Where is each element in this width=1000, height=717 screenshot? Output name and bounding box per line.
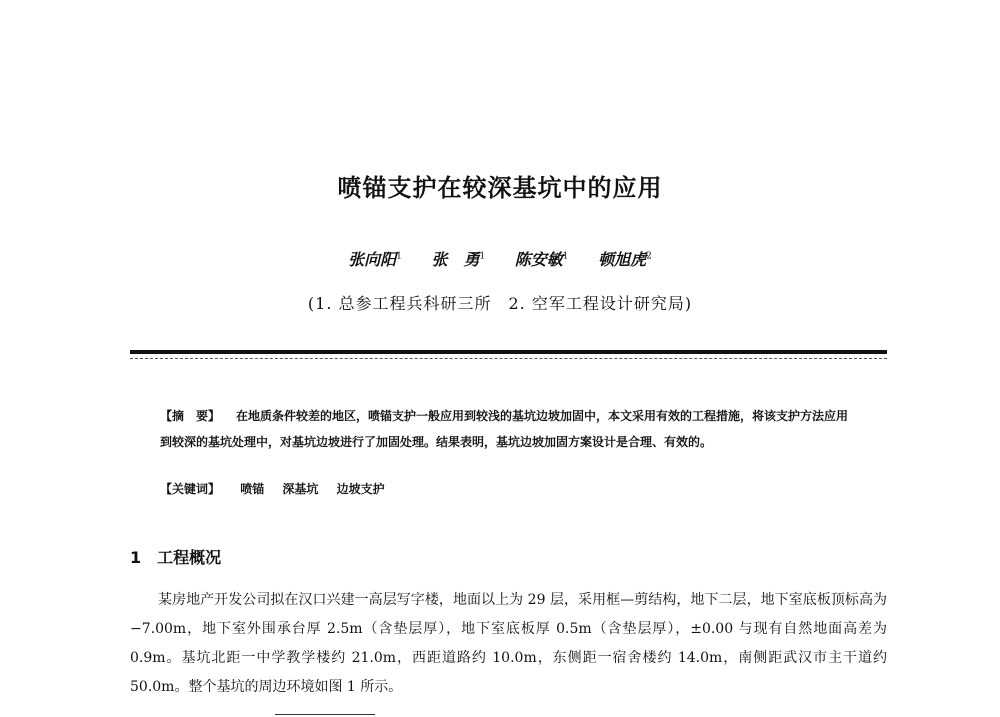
section-title: 工程概况 [157,548,222,567]
author: 张 勇$^1$ [431,250,486,269]
paragraph: 某房地产开发公司拟在汉口兴建一高层写字楼，地面以上为 29 层，采用框—剪结构，地下二层，地下室底板顶标高为−7.00m，地下室外围承台厚 2.5m（含垫层厚），地下室底板厚 0.5m（含垫层厚），±0.00 与现有自然地面高差为 0.9m。基坑北距一中学教学楼约 21.0m，西距道路约 10.0m，东侧距一宿舍楼约 14.0m，南侧距武汉市主干道约 50.0m。整个基坑的周边环境如图 1 所示。 [130,592,887,695]
keywords-label: 【关键词】 [160,482,221,496]
author: 顿旭虎$^2$ [598,250,652,269]
section-body [130,586,887,702]
keyword: 边坡支护 [336,482,385,496]
figure-fragment [275,714,375,715]
author-list [0,247,1000,270]
section-number: 1 [130,548,142,567]
keywords [160,480,399,497]
abstract-text: 在地质条件较差的地区，喷锚支护一般应用到较浅的基坑边坡加固中，本文采用有效的工程措施，将该支护方法应用到较深的基坑处理中，对基坑边坡进行了加固处理。结果表明，基坑边坡加固方案设计是合理、有效的。 [160,409,849,449]
header-rule [130,350,887,354]
keyword: 喷锚 [240,482,265,496]
paper-title: 喷锚支护在较深基坑中的应用 [337,174,663,202]
section-heading [130,545,221,568]
author: 陈安敏$^1$ [514,250,569,269]
keyword: 深基坑 [282,482,319,496]
author: 张向阳$^1$ [348,250,402,269]
header-rule-thin [130,358,887,359]
affiliations: (1. 总参工程兵科研三所 2. 空军工程设计研究局) [307,294,693,313]
abstract-label: 【摘 要】 [160,409,221,423]
abstract [160,403,860,455]
